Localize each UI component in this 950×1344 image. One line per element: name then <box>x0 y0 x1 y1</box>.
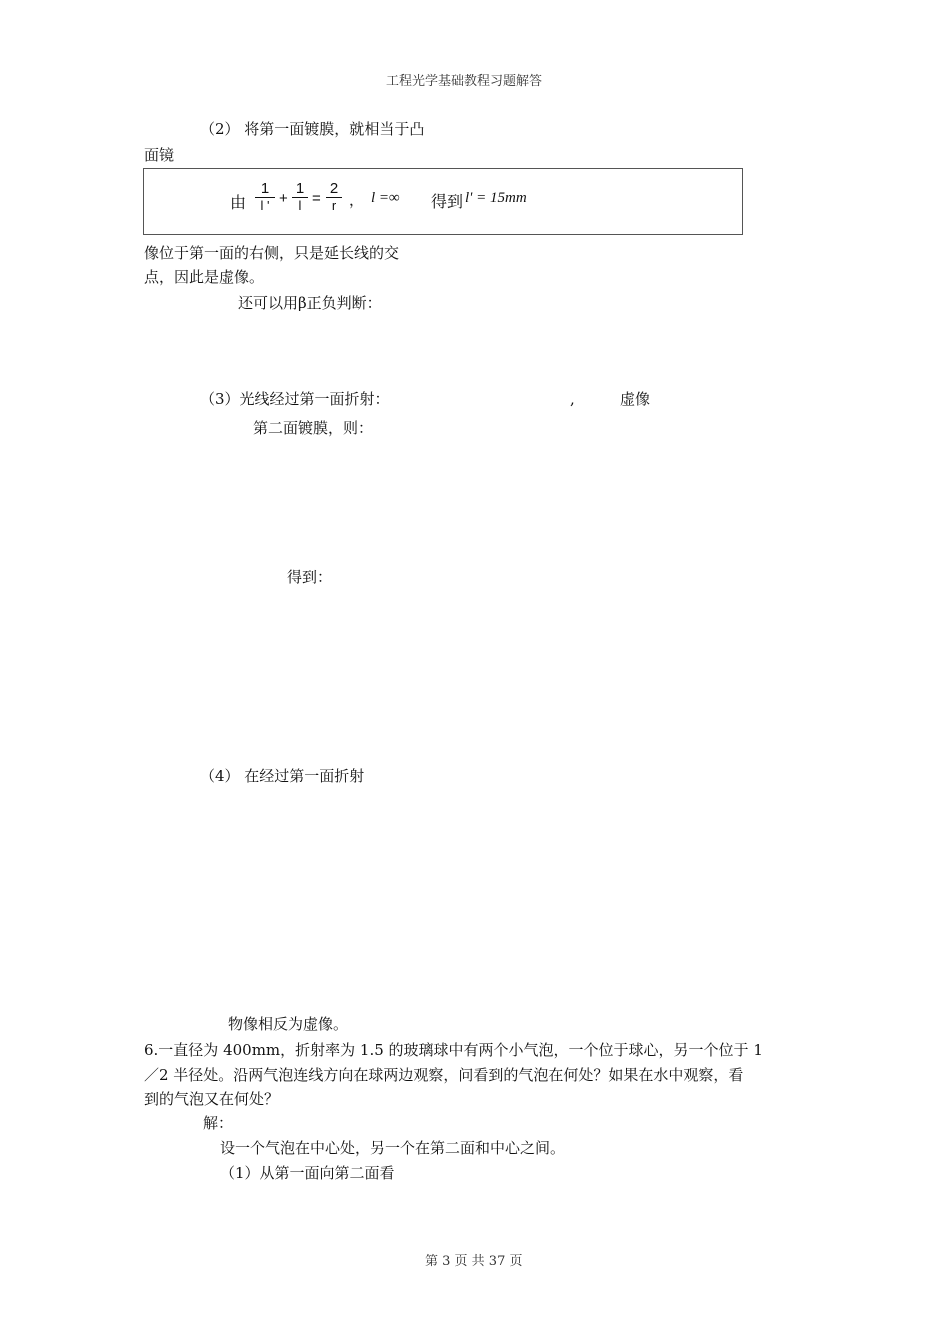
equation-frac1-denominator: l ' <box>260 198 270 213</box>
part3-line2: 第二面镀膜，则： <box>253 419 374 437</box>
problem6-text-line3: 到的气泡又在何处？ <box>144 1090 280 1108</box>
part3-line1-label: （3）光线经过第一面折射： <box>200 390 390 408</box>
equation-result: l' = 15mm <box>465 190 527 206</box>
part2-line5: 还可以用β正负判断： <box>238 294 382 312</box>
part3-line3: 得到： <box>287 568 333 586</box>
equation-fraction-3 <box>326 180 342 214</box>
equation-frac2-numerator: 1 <box>292 180 308 198</box>
part4-line1: （4） 在经过第一面折射 <box>200 767 365 785</box>
page-header: 工程光学基础教程习题解答 <box>386 74 543 89</box>
equation-plus: + <box>279 190 288 207</box>
equation-comma: ， <box>349 191 365 209</box>
equation-frac3-denominator: r <box>331 198 337 213</box>
part2-line4: 点，因此是虚像。 <box>144 268 265 286</box>
part3-line1-virtual: 虚像 <box>620 390 651 408</box>
equation-equals: = <box>312 190 321 207</box>
problem6-solution-line2: （1）从第一面向第二面看 <box>220 1164 395 1182</box>
page-footer: 第 3 页 共 37 页 <box>425 1254 523 1269</box>
equation-frac2-denominator: l <box>298 198 302 213</box>
part3-line1-comma: , <box>570 390 575 408</box>
part2-intro-line2: 面镜 <box>144 146 175 164</box>
equation-frac3-numerator: 2 <box>326 180 342 198</box>
part4-line2: 物像相反为虚像。 <box>228 1015 349 1033</box>
equation-fraction-2 <box>292 180 308 214</box>
problem6-text-line2: ／2 半径处。沿两气泡连线方向在球两边观察，问看到的气泡在何处？如果在水中观察，看 <box>144 1066 744 1084</box>
equation-condition: l =∞ <box>371 190 400 206</box>
part2-line3: 像位于第一面的右侧，只是延长线的交 <box>144 244 400 262</box>
problem6-solution-label: 解： <box>203 1114 234 1132</box>
equation-prefix: 由 <box>230 193 247 212</box>
problem6-text-line1: 6.一直径为 400mm，折射率为 1.5 的玻璃球中有两个小气泡，一个位于球心，另一个位于 1 <box>144 1041 763 1059</box>
equation-box <box>143 168 743 235</box>
equation-result-prefix: 得到 <box>431 192 464 211</box>
problem6-solution-line1: 设一个气泡在中心处，另一个在第二面和中心之间。 <box>220 1139 566 1157</box>
part2-intro-line1: （2） 将第一面镀膜，就相当于凸 <box>200 120 425 138</box>
equation-fraction-1 <box>255 180 275 214</box>
equation-frac1-numerator: 1 <box>255 180 275 198</box>
